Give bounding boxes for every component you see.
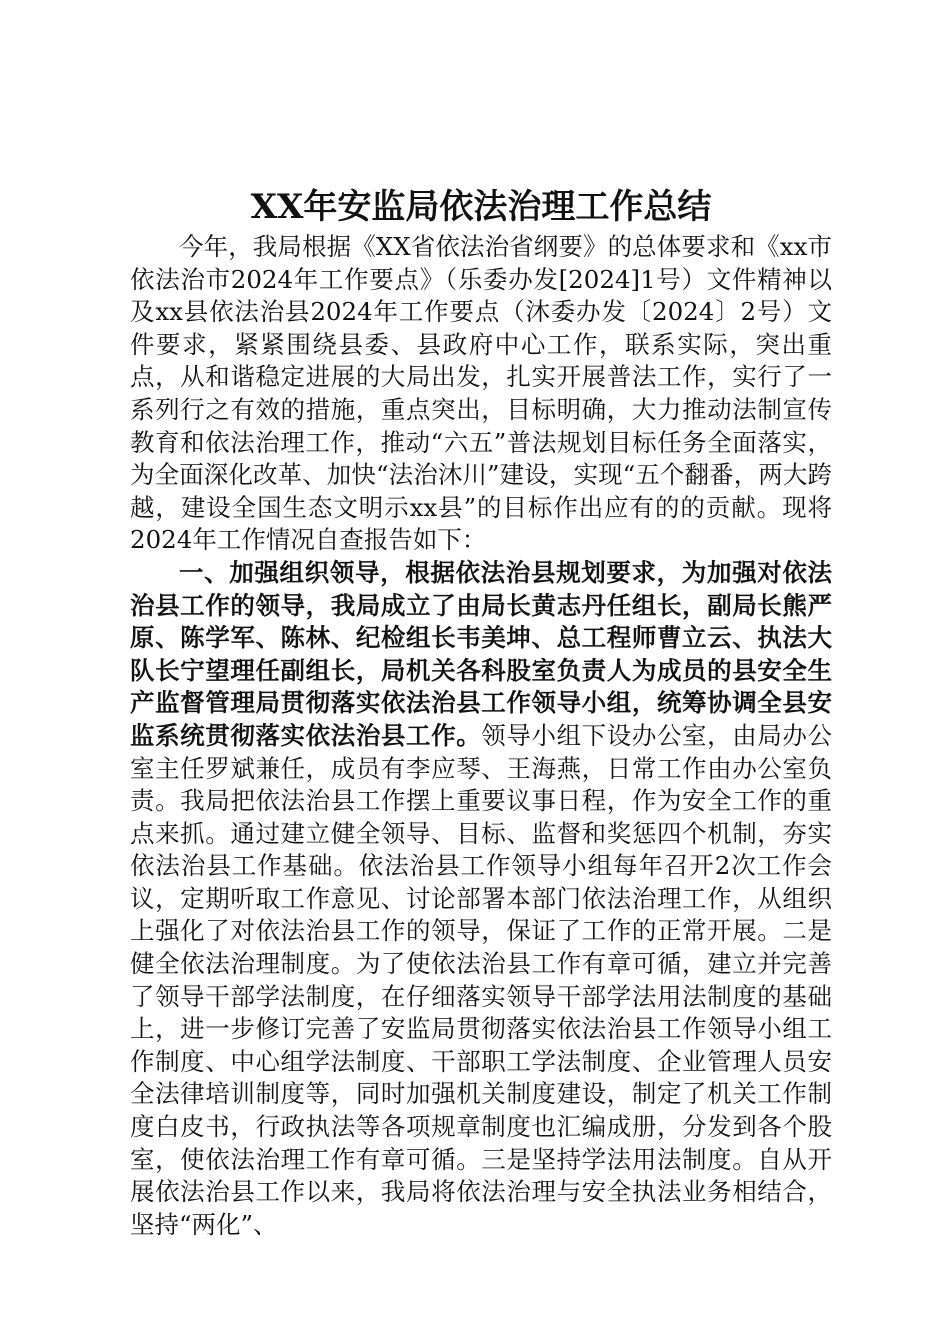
document-page bbox=[130, 185, 832, 1241]
intro-paragraph: 今年，我局根据《XX省依法治省纲要》的总体要求和《xx市依法治市2024年工作要点》（乐委办发[2024]1号）文件精神以及xx县依法治县2024年工作要点（沐委办发〔2024〕2号）文件要求，紧紧围绕县委、县政府中心工作，联系实际，突出重点，从和谐稳定进展的大局出发，扎实开展普法工作，实行了一系列行之有效的措施，重点突出，目标明确，大力推动法制宣传教育和依法治理工作，推动“六五”普法规划目标任务全面落实，为全面深化改革、加快“法治沐川”建设，实现“五个翻番，两大跨越，建设全国生态文明示xx县”的目标作出应有的的贡献。现将2024年工作情况自查报告如下： bbox=[130, 232, 832, 555]
document-title: XX年安监局依法治理工作总结 bbox=[250, 187, 712, 227]
section-one-body-text: 领导小组下设办公室，由局办公室主任罗斌兼任，成员有李应琴、王海燕，日常工作由办公室负责。我局把依法治县工作摆上重要议事日程，作为安全工作的重点来抓。通过建立健全领导、目标、监督和奖惩四个机制，夯实依法治县工作基础。依法治县工作领导小组每年召开2次工作会议，定期听取工作意见、讨论部署本部门依法治理工作，从组织上强化了对依法治县工作的领导，保证了工作的正常开展。二是健全依法治理制度。为了使依法治县工作有章可循，建立并完善了领导干部学法制度，在仔细落实领导干部学法用法制度的基础上，进一步修订完善了安监局贯彻落实依法治县工作领导小组工作制度、中心组学法制度、干部职工学法制度、企业管理人员安全法律培训制度等，同时加强机关制度建设，制定了机关工作制度白皮书，行政执法等各项规章制度也汇编成册，分发到各个股室，使依法治理工作有章可循。三是坚持学法用法制度。自从开展依法治县工作以来，我局将依法治理与安全执法业务相结合，坚持“两化”、 bbox=[130, 720, 832, 1239]
section-one-heading-text: 一、加强组织领导，根据依法治县规划要求，为加强对依法治县工作的领导，我局成立了由局长黄志丹任组长，副局长熊严原、陈学军、陈林、纪检组长韦美坤、总工程师曹立云、执法大队长宁望理任副组长，局机关各科股室负责人为成员的县安全生产监督管理局贯彻落实依法治县工作领导小组，统筹协调全县安监系统贯彻落实依法治县工作。 bbox=[130, 557, 832, 750]
section-one-paragraph bbox=[130, 557, 832, 1241]
